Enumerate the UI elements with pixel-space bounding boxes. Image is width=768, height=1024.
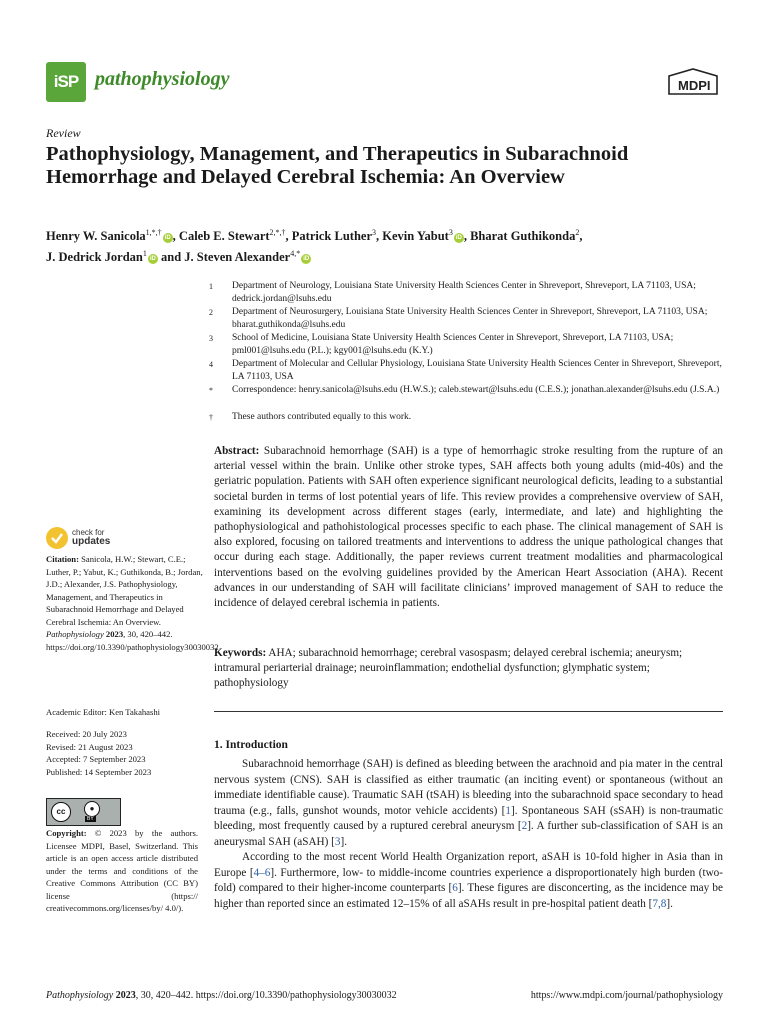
author-separator: , xyxy=(376,229,383,244)
citation-volume: , 30, 420–442. https://doi.org/10.3390/pathophysiology30030032 xyxy=(46,629,219,652)
author-affiliation-mark: 3 xyxy=(448,228,453,237)
citation-reference-link[interactable]: 2 xyxy=(521,820,528,832)
introduction-body xyxy=(214,757,723,912)
paragraph-text: ]. Furthermore, low- to middle-income countries experience a disproportionately high burden (two-fold) compared to their higher-income counterparts [ xyxy=(214,866,723,894)
by-person-icon: ● xyxy=(84,801,100,817)
orcid-icon[interactable]: iD xyxy=(149,256,156,263)
affiliation-text: Department of Neurology, Louisiana State University Health Sciences Center in Shreveport, Shreveport, LA 71103, USA; dedrick.jordan@lsuhs.edu xyxy=(232,281,696,304)
academic-editor: Academic Editor: Ken Takahashi xyxy=(46,707,161,717)
citation-reference-link[interactable]: 7,8 xyxy=(652,897,667,910)
author-name: Kevin Yabut xyxy=(382,229,449,244)
orcid-icon[interactable]: iD xyxy=(164,235,171,242)
author-name: J. Steven Alexander xyxy=(184,250,291,265)
checkmark-icon xyxy=(46,527,68,549)
affiliation-text: Correspondence: henry.sanicola@lsuhs.edu (H.W.S.); caleb.stewart@lsuhs.edu (C.E.S.); jonathan.alexander@lsuhs.edu (J.S.A.) xyxy=(232,385,720,395)
affiliation-mark: 3 xyxy=(209,334,213,343)
copyright-text: © 2023 by the authors. Licensee MDPI, Basel, Switzerland. This article is an open access article distributed under the terms and conditions of the Creative Commons Attribution (CC BY) license (https:// creativecommons.org/licenses/by/ 4.0/). xyxy=(46,828,198,913)
author-separator: , xyxy=(285,229,292,244)
keywords xyxy=(214,646,723,692)
orcid-icon[interactable]: iD xyxy=(455,235,462,242)
cc-icon: cc xyxy=(51,802,71,822)
citation-reference-link[interactable]: 1 xyxy=(505,804,511,817)
date-received: Received: 20 July 2023 xyxy=(46,729,127,739)
author-separator: and xyxy=(157,250,185,265)
author-separator: , xyxy=(463,229,471,244)
author-affiliation-mark: 2,*,† xyxy=(269,228,286,237)
footer-journal-url[interactable]: https://www.mdpi.com/journal/pathophysiology xyxy=(530,990,723,1001)
abstract xyxy=(214,444,723,611)
paragraph-text: Subarachnoid hemorrhage (SAH) is defined as bleeding between the arachnoid and pia mater in the central nervous system (CNS). SAH is classified as either traumatic (an inciting event) or spontaneous (without an immediate identifiable cause). Traumatic SAH (tSAH) is bleeding into the subarachnoid space secondary to head trauma (e.g., falls, gunshot wounds, motor vehicle accidents) [ xyxy=(214,758,723,817)
affiliation-text: These authors contributed equally to this work. xyxy=(232,412,412,422)
journal-logo xyxy=(46,62,86,102)
footer-journal: Pathophysiology xyxy=(46,990,114,1001)
paragraph-text: ]. A further sub-classification of SAH is an aneurysmal SAH (aSAH) [ xyxy=(214,820,723,848)
article-type: Review xyxy=(46,126,81,140)
citation-year: 2023 xyxy=(105,629,124,639)
paragraph-text: According to the most recent World Health Organization report, aSAH is 10-fold higher in Asia than in Europe [ xyxy=(214,851,723,879)
citation-text: Sanicola, H.W.; Stewart, C.E.; Luther, P.; Yabut, K.; Guthikonda, B.; Jordan, J.D.; Alexander, J.S. Pathophysiology, Management, and Therapeutics in Subarachnoid Hemorrhage and Delayed Cerebral Ischemia: An Overview. xyxy=(46,554,203,627)
keywords-text: AHA; subarachnoid hemorrhage; cerebral vasospasm; delayed cerebral ischemia; aneurysm; intramural periarterial drainage; neuroinflammation; endothelial dysfunction; glymphatic system; pathophysiology xyxy=(214,647,683,690)
affiliation-text: School of Medicine, Louisiana State University Health Sciences Center in Shreveport, Shreveport, LA 71103, USA; pml001@lsuhs.edu (P.L.); kgy001@lsuhs.edu (K.Y.) xyxy=(232,333,674,356)
mdpi-logo xyxy=(665,68,721,98)
section-divider xyxy=(214,711,723,712)
affiliation-mark: * xyxy=(209,386,213,395)
author-affiliation-mark: 1 xyxy=(142,249,147,259)
author-affiliation-mark: 1,*,† xyxy=(145,228,162,237)
cc-by-license-badge[interactable] xyxy=(46,798,121,826)
author-name: J. Dedrick Jordan xyxy=(46,250,143,265)
check-for-updates-icon[interactable] xyxy=(46,527,68,549)
author-affiliation-mark: 4,* xyxy=(290,249,301,259)
paragraph xyxy=(214,757,723,850)
author-name: Henry W. Sanicola xyxy=(46,229,146,244)
paragraph-text: ]. xyxy=(340,835,347,848)
paragraph-text: ]. These figures are disconcerting, as the incidence may be higher than reported since an estimated 12–15% of all aSAHs result in pre-hospital patient death [ xyxy=(214,882,723,910)
keywords-label: Keywords: xyxy=(214,647,267,659)
orcid-icon[interactable]: iD xyxy=(303,256,310,263)
author-name: Caleb E. Stewart xyxy=(178,229,270,244)
citation-reference-link[interactable]: 6 xyxy=(452,882,458,894)
check-for-updates-line2: updates xyxy=(72,536,111,547)
citation-reference-link[interactable]: 4–6 xyxy=(253,866,271,879)
citation-label: Citation: xyxy=(46,554,79,564)
author-name: Patrick Luther xyxy=(291,229,372,244)
citation-reference-link[interactable]: 3 xyxy=(334,835,341,848)
affiliation-mark: 2 xyxy=(209,308,213,317)
author-separator: , xyxy=(172,229,179,244)
paragraph-text: ]. xyxy=(666,897,673,910)
affiliation-text: Department of Molecular and Cellular Physiology, Louisiana State University Health Sciences Center in Shreveport, Shreveport, LA 71103, USA xyxy=(232,359,722,382)
journal-logo-text: iSP xyxy=(53,72,79,91)
mdpi-logo-text: MDPI xyxy=(678,78,711,93)
author-affiliation-mark: 3 xyxy=(372,228,376,237)
check-for-updates-button[interactable] xyxy=(72,528,110,546)
journal-name: pathophysiology xyxy=(95,68,230,90)
affiliation-mark: 1 xyxy=(209,282,213,291)
citation-journal: Pathophysiology xyxy=(46,629,104,639)
citation-block xyxy=(46,553,219,653)
date-published: Published: 14 September 2023 xyxy=(46,766,152,777)
author-list xyxy=(46,224,736,266)
copyright-block xyxy=(46,827,198,915)
date-accepted: Accepted: 7 September 2023 xyxy=(46,754,146,764)
article-title: Pathophysiology, Management, and Therapeutics in Subarachnoid Hemorrhage and Delayed Cerebral Ischemia: An Overview xyxy=(46,143,629,188)
date-revised: Revised: 21 August 2023 xyxy=(46,741,133,752)
section-heading-introduction: 1. Introduction xyxy=(214,739,288,751)
footer-doi: , 30, 420–442. https://doi.org/10.3390/pathophysiology30030032 xyxy=(135,990,397,1001)
abstract-label: Abstract: xyxy=(214,445,260,457)
by-label: BY xyxy=(87,816,94,822)
affiliation-mark: † xyxy=(209,413,213,422)
dates-block xyxy=(46,728,206,778)
author-name: Bharat Guthikonda xyxy=(470,229,576,244)
paragraph xyxy=(214,850,723,912)
author-separator: , xyxy=(579,229,583,244)
abstract-text: Subarachnoid hemorrhage (SAH) is a type of hemorrhagic stroke resulting from the rupture of an arterial vessel within the brain. Unlike other stroke types, SAH affects both young adults (mid-40s) and the geriatric population. Patients with SAH often experience significant neurological deficits, leading to a substantial societal burden in terms of lost potential years of life. This review provides a comprehensive overview of SAH, examining its development across different stages (early, intermediate, and late) and highlighting the pathophysiological and pathohistological processes specific to each phase. The clinical management of SAH is also explored, focusing on tailored treatments and interventions to address the unique pathological changes that occur during each stage. Additionally, the paper reviews current treatment modalities and pharmacological interventions based on the evolving guidelines provided by the American Heart Association (AHA). Recent advances in our understanding of SAH will facilitate clinicians’ improved management of SAH to reduce the incidence of delayed cerebral ischemia in patients. xyxy=(214,445,723,610)
footer-year: 2023 xyxy=(115,990,136,1001)
affiliation-text: Department of Neurosurgery, Louisiana State University Health Sciences Center in Shreveport, Shreveport, LA 71103, USA; bharat.guthikonda@lsuhs.edu xyxy=(232,307,708,330)
check-for-updates-line1: check for xyxy=(72,528,105,537)
copyright-label: Copyright: xyxy=(46,828,87,838)
affiliation-mark: 4 xyxy=(209,360,213,369)
footer-citation xyxy=(46,990,397,1001)
paragraph-text: ]. Spontaneous SAH (sSAH) is non-traumatic bleeding, most frequently caused by a ruptured cerebral aneurysm [ xyxy=(214,804,723,832)
author-affiliation-mark: 2 xyxy=(575,228,580,237)
